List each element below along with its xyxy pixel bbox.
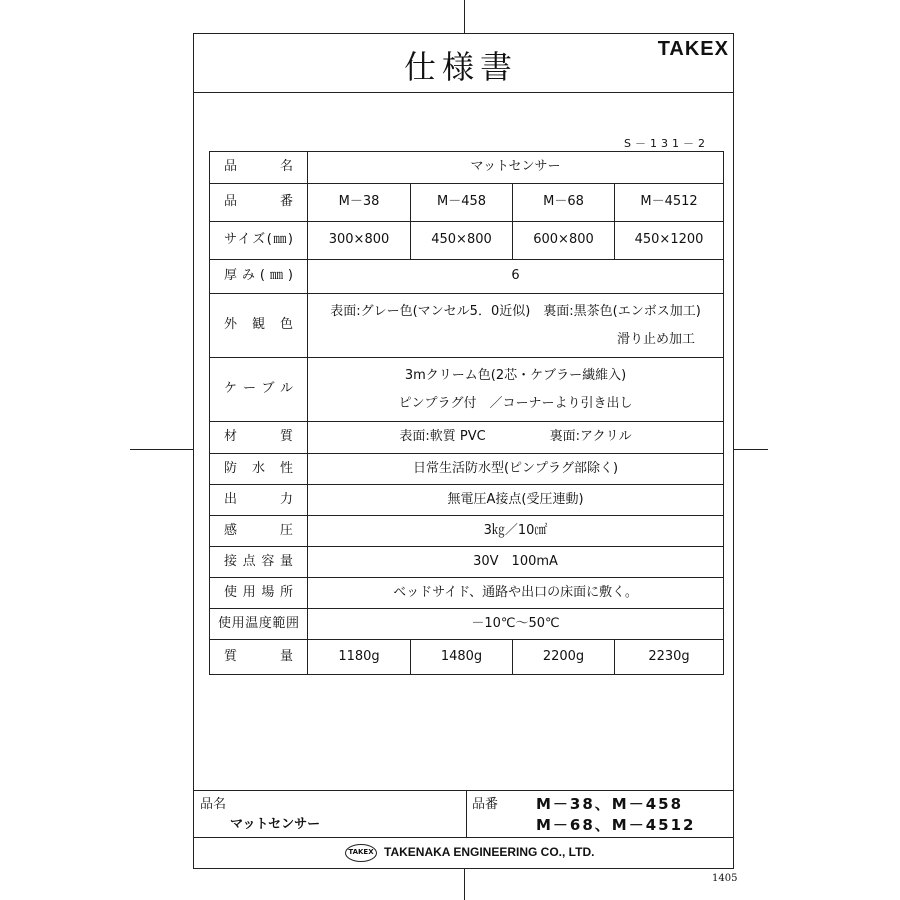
table-row — [210, 358, 724, 422]
table-row — [210, 454, 724, 485]
row-label: 厚み(㎜) — [210, 260, 308, 294]
row-label: 感圧 — [210, 516, 308, 547]
thickness-value: 6 — [308, 260, 724, 294]
material-value — [308, 422, 724, 454]
table-row — [210, 609, 724, 640]
row-label: 使用温度範囲 — [210, 609, 308, 640]
weight-cell: 1180g — [308, 640, 411, 675]
row-label: サイズ(㎜) — [210, 222, 308, 260]
spec-table — [209, 151, 724, 675]
row-label: 外観色 — [210, 294, 308, 358]
weight-cell: 2230g — [615, 640, 724, 675]
footer — [194, 790, 733, 868]
waterproof-value: 日常生活防水型(ピンプラグ部除く) — [308, 454, 724, 485]
table-row — [210, 222, 724, 260]
page-title: 仕様書 — [404, 48, 519, 86]
crop-mark-top — [464, 0, 465, 33]
table-row — [210, 294, 724, 358]
crop-mark-right — [734, 449, 768, 450]
size-cell: 450×1200 — [615, 222, 724, 260]
footer-models-box — [466, 791, 733, 837]
table-row — [210, 152, 724, 184]
table-row — [210, 640, 724, 675]
footer-name-box — [194, 791, 467, 837]
model-cell: M－4512 — [615, 184, 724, 222]
table-row — [210, 260, 724, 294]
size-cell: 600×800 — [513, 222, 615, 260]
footer-models — [536, 794, 695, 836]
table-row — [210, 422, 724, 454]
model-cell: M－458 — [411, 184, 513, 222]
footer-name-value: マットセンサー — [230, 817, 321, 832]
output-value: 無電圧A接点(受圧連動) — [308, 485, 724, 516]
page-number: 1405 — [712, 873, 738, 884]
footer-models-caption: 品番 — [472, 797, 499, 812]
contact-capacity-value: 30V 100mA — [308, 547, 724, 578]
footer-models-line-1: M－38、M－458 — [536, 795, 684, 813]
material-surface: 表面:軟質 PVC — [399, 429, 486, 445]
table-row — [210, 516, 724, 547]
row-label: 材質 — [210, 422, 308, 454]
weight-cell: 1480g — [411, 640, 513, 675]
company-name: TAKENAKA ENGINEERING CO., LTD. — [384, 845, 595, 859]
table-row — [210, 184, 724, 222]
company-logo: TAKEX — [345, 844, 377, 862]
table-row — [210, 578, 724, 609]
table-row — [210, 485, 724, 516]
crop-mark-left — [130, 449, 193, 450]
cable-line-2: ピンプラグ付 ／コーナーより引き出し — [398, 395, 633, 411]
material-back: 裏面:アクリル — [549, 429, 632, 445]
cable-value — [308, 358, 724, 422]
spec-sheet-frame — [193, 33, 734, 869]
row-label: ケーブル — [210, 358, 308, 422]
product-name-value: マットセンサー — [308, 152, 724, 184]
row-label: 質量 — [210, 640, 308, 675]
appearance-line-1: 表面:グレー色(マンセル5．0近似) 裏面:黒茶色(エンボス加工) — [330, 303, 701, 319]
crop-mark-bottom — [464, 869, 465, 900]
size-cell: 450×800 — [411, 222, 513, 260]
cable-line-1: 3mクリーム色(2芯・ケブラー繊維入) — [404, 367, 627, 383]
location-value: ベッドサイド、通路や出口の床面に敷く。 — [308, 578, 724, 609]
footer-name-caption: 品名 — [200, 797, 227, 812]
document-number: S－131－2 — [624, 137, 709, 150]
row-label: 使用場所 — [210, 578, 308, 609]
table-row — [210, 547, 724, 578]
brand-logo: TAKEX — [657, 38, 729, 60]
size-cell: 300×800 — [308, 222, 411, 260]
row-label: 品名 — [210, 152, 308, 184]
model-cell: M－68 — [513, 184, 615, 222]
temp-range-value: －10℃～50℃ — [308, 609, 724, 640]
row-label: 出力 — [210, 485, 308, 516]
row-label: 接点容量 — [210, 547, 308, 578]
appearance-line-2: 滑り止め加工 — [617, 331, 696, 347]
appearance-value — [308, 294, 724, 358]
weight-cell: 2200g — [513, 640, 615, 675]
row-label: 防水性 — [210, 454, 308, 485]
title-row — [194, 34, 733, 93]
row-label: 品番 — [210, 184, 308, 222]
footer-models-line-2: M－68、M－4512 — [536, 816, 696, 834]
model-cell: M－38 — [308, 184, 411, 222]
sensitivity-value: 3㎏／10㎠ — [308, 516, 724, 547]
footer-company-row — [194, 837, 733, 869]
